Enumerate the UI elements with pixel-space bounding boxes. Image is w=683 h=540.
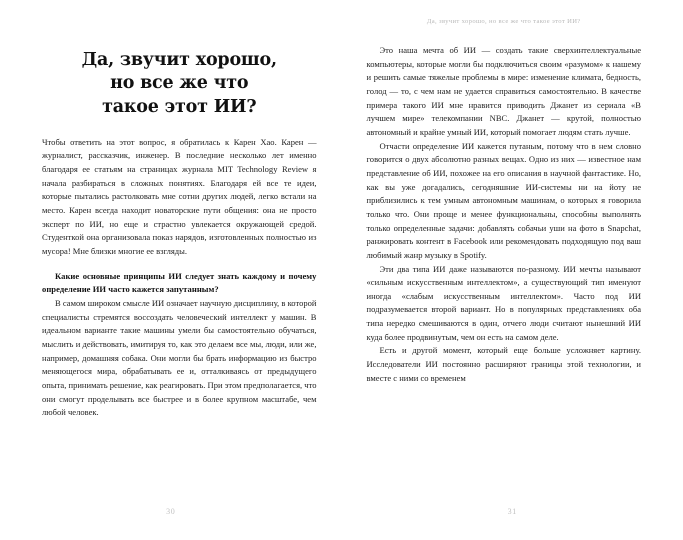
interview-question: Какие основные принципы ИИ следует знать каждому и почему определение ИИ часто кажется запутанным?	[42, 270, 317, 295]
right-column-text	[367, 44, 642, 385]
page-number-left: 30	[166, 507, 176, 516]
chapter-title	[42, 49, 317, 119]
right-running-head: Да, звучит хорошо, но все же что такое этот ИИ?	[426, 18, 581, 25]
left-running-head	[42, 0, 317, 44]
paragraph-strong-weak-ai: Эти два типа ИИ даже называются по-разному. ИИ мечты называют «сильным искусственным интеллектом», а существующий тип именуют иногда «слабым искусственным интеллектом». Часто под ИИ подразумевается второй вариант. Но в популярных представлениях оба типа нередко смешиваются в один, отчего люди считают нынешний ИИ куда более продвинутым, чем он есть на самом деле.	[366, 263, 641, 342]
paragraph-boundaries: Есть и другой момент, который еще больше усложняет картину. Исследователи ИИ постоянно расширяют границы этой технологии, и вместе с ними со временем	[366, 345, 641, 383]
chapter-title-line-3: такое этот ИИ?	[102, 96, 257, 117]
page-number-right: 31	[507, 507, 517, 516]
paragraph-confusing-definition: Отчасти определение ИИ кажется путаным, потому что в нем словно говорится о двух абсолютно разных вещах. Одно из них — известное нам представление об ИИ, похожее на его описания в научной фантастике. Но, как вы уже догадались, сегодняшние ИИ-системы ни на йоту не приблизились к тем умным автономным машинам, о которых я говорила только что. Они проще и менее функциональны, способны выполнять только определенные задачи: добавлять собачьи уши на фото в Snapchat, ранжировать контент в Facebook или рекомендовать подходящую под ваш любимый жанр музыку в Spotify.	[366, 140, 641, 260]
paragraph-intro: Чтобы ответить на этот вопрос, я обратилась к Карен Хао. Карен — журналист, рассказчик, инженер. В последние несколько лет именно благодаря ее статьям на страницах журнала MIT Technology Review я начала разбираться в сложных понятиях. Благодаря ей все те идеи, которые пытались растолковать мне сотни других людей, легко встали на место. Карен всегда находит новаторские пути общения: она не просто эксперт по ИИ, но еще и страстно увлекается окружающей средой. Студенткой она организовала показ нарядов, изготовленных полностью из мусора! Мне близки многие ее взгляды.	[42, 136, 317, 257]
chapter-title-line-1: Да, звучит хорошо,	[81, 50, 277, 70]
right-page	[342, 0, 683, 540]
paragraph-dream-ai: Это наша мечта об ИИ — создать такие сверхинтеллектуальные компьютеры, которые могли бы подключиться своим «разумом» к нашему и решить самые тяжелые проблемы в мире: изменение климата, бедность, голод — то, с чем нам не удается справиться самостоятельно. В качестве примера такого ИИ мне нравится приводить Джанет из сериала «В лучшем мире» телекомпании NBC. Джанет — крутой, полностью автономный и крайне умный ИИ, который помогает людям стать лучше.	[366, 45, 641, 137]
chapter-title-line-2: но все же что	[110, 73, 249, 94]
paragraph-answer: В самом широком смысле ИИ означает научную дисциплину, в которой специалисты стремятся воссоздать человеческий интеллект у машин. В идеальном варианте такие машины умели бы самостоятельно обучаться, мыслить и действовать, имитируя то, как это делаем все мы, люди, или же, например, домашняя собака. Они могли бы брать информацию из быстро меняющегося мира, обрабатывать ее и, отталкиваясь от предыдущего опыта, принимать решение, как реагировать. При этом предполагается, что они смогут проделывать все быстрее и в более крупном масштабе, чем любой человек.	[42, 298, 317, 418]
left-column-text	[42, 136, 317, 420]
